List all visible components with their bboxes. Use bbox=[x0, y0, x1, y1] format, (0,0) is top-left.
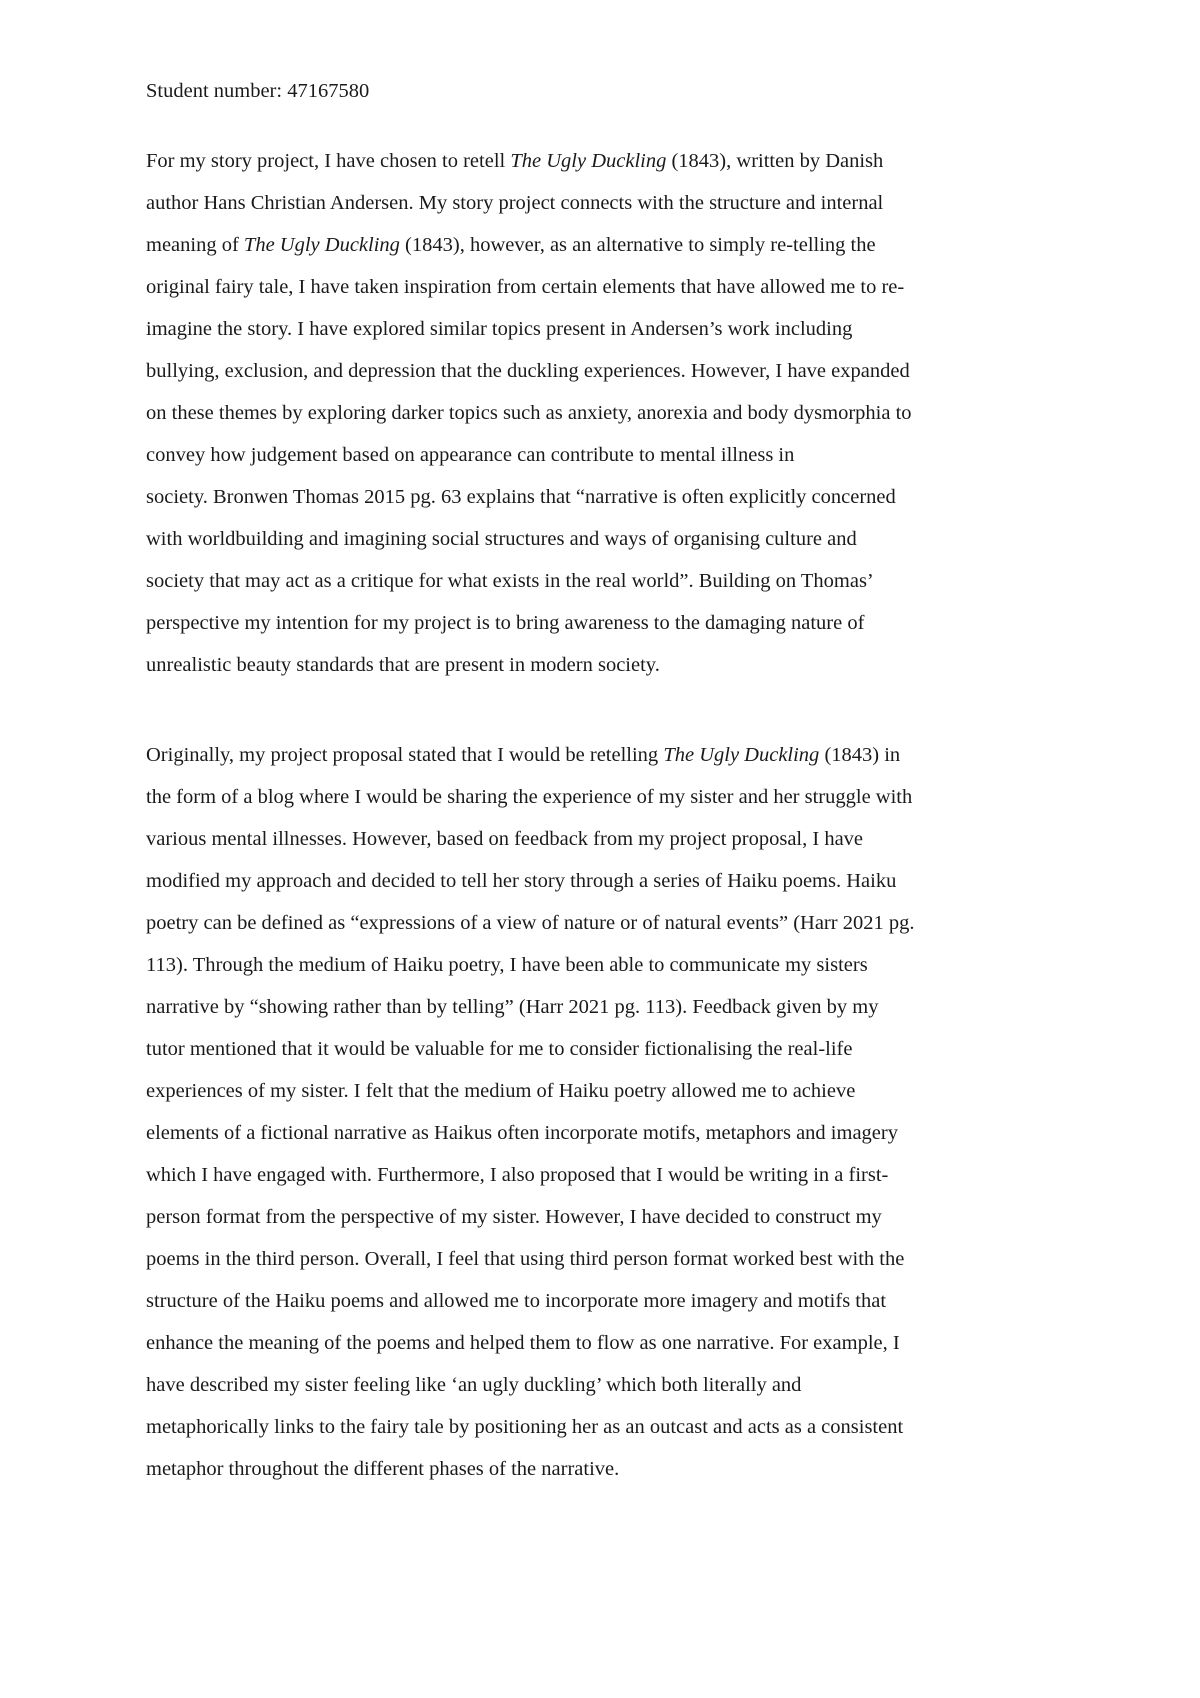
paragraph-line: poetry can be defined as “expressions of a view of nature or of natural events” (Harr 2021 pg. bbox=[146, 912, 915, 934]
paragraph-line: unrealistic beauty standards that are present in modern society. bbox=[146, 654, 660, 676]
paragraph-line: person format from the perspective of my sister. However, I have decided to construct my bbox=[146, 1206, 882, 1228]
paragraph-line: convey how judgement based on appearance can contribute to mental illness in bbox=[146, 444, 795, 466]
paragraph-line: imagine the story. I have explored similar topics present in Andersen’s work including bbox=[146, 318, 853, 340]
paragraph-line: which I have engaged with. Furthermore, I also proposed that I would be writing in a first- bbox=[146, 1164, 889, 1186]
paragraph-line: enhance the meaning of the poems and helped them to flow as one narrative. For example, I bbox=[146, 1332, 900, 1354]
paragraph-line: structure of the Haiku poems and allowed me to incorporate more imagery and motifs that bbox=[146, 1290, 887, 1312]
paragraph-1 bbox=[146, 140, 1086, 686]
paragraph-line: experiences of my sister. I felt that the medium of Haiku poetry allowed me to achieve bbox=[146, 1080, 856, 1102]
paragraph-line: bullying, exclusion, and depression that the duckling experiences. However, I have expanded bbox=[146, 360, 910, 382]
book-title-italic: The Ugly Duckling bbox=[510, 150, 667, 172]
paragraph-line: perspective my intention for my project is to bring awareness to the damaging nature of bbox=[146, 612, 865, 634]
paragraph-line: tutor mentioned that it would be valuable for me to consider fictionalising the real-life bbox=[146, 1038, 853, 1060]
paragraph-line: have described my sister feeling like ‘an ugly duckling’ which both literally and bbox=[146, 1374, 802, 1396]
paragraph-line: Originally, my project proposal stated that I would be retelling The Ugly Duckling (1843) in bbox=[146, 744, 901, 766]
paragraph-line: 113). Through the medium of Haiku poetry, I have been able to communicate my sisters bbox=[146, 954, 868, 976]
paragraph-line: poems in the third person. Overall, I feel that using third person format worked best with the bbox=[146, 1248, 905, 1270]
paragraph-line: For my story project, I have chosen to retell The Ugly Duckling (1843), written by Danish bbox=[146, 150, 884, 172]
student-number-header: Student number: 47167580 bbox=[146, 80, 370, 102]
paragraph-line: meaning of The Ugly Duckling (1843), however, as an alternative to simply re-telling the bbox=[146, 234, 876, 256]
paragraph-line: society that may act as a critique for what exists in the real world”. Building on Thomas’ bbox=[146, 570, 874, 592]
paragraph-line: original fairy tale, I have taken inspiration from certain elements that have allowed me to re- bbox=[146, 276, 905, 298]
paragraph-line: various mental illnesses. However, based on feedback from my project proposal, I have bbox=[146, 828, 864, 850]
paragraph-line: metaphor throughout the different phases of the narrative. bbox=[146, 1458, 620, 1480]
paragraph-line: with worldbuilding and imagining social structures and ways of organising culture and bbox=[146, 528, 857, 550]
paragraph-line: society. Bronwen Thomas 2015 pg. 63 explains that “narrative is often explicitly concerned bbox=[146, 486, 896, 508]
paragraph-line: modified my approach and decided to tell her story through a series of Haiku poems. Haiku bbox=[146, 870, 897, 892]
paragraph-line: on these themes by exploring darker topics such as anxiety, anorexia and body dysmorphia to bbox=[146, 402, 912, 424]
book-title-italic: The Ugly Duckling bbox=[663, 744, 820, 766]
paragraph-line: metaphorically links to the fairy tale by positioning her as an outcast and acts as a consistent bbox=[146, 1416, 904, 1438]
paragraph-line: elements of a fictional narrative as Haikus often incorporate motifs, metaphors and imagery bbox=[146, 1122, 898, 1144]
paragraph-line: narrative by “showing rather than by telling” (Harr 2021 pg. 113). Feedback given by my bbox=[146, 996, 879, 1018]
paragraph-2 bbox=[146, 734, 1086, 1490]
paragraph-line: the form of a blog where I would be sharing the experience of my sister and her struggle with bbox=[146, 786, 913, 808]
paragraph-line: author Hans Christian Andersen. My story project connects with the structure and internal bbox=[146, 192, 884, 214]
book-title-italic: The Ugly Duckling bbox=[243, 234, 400, 256]
